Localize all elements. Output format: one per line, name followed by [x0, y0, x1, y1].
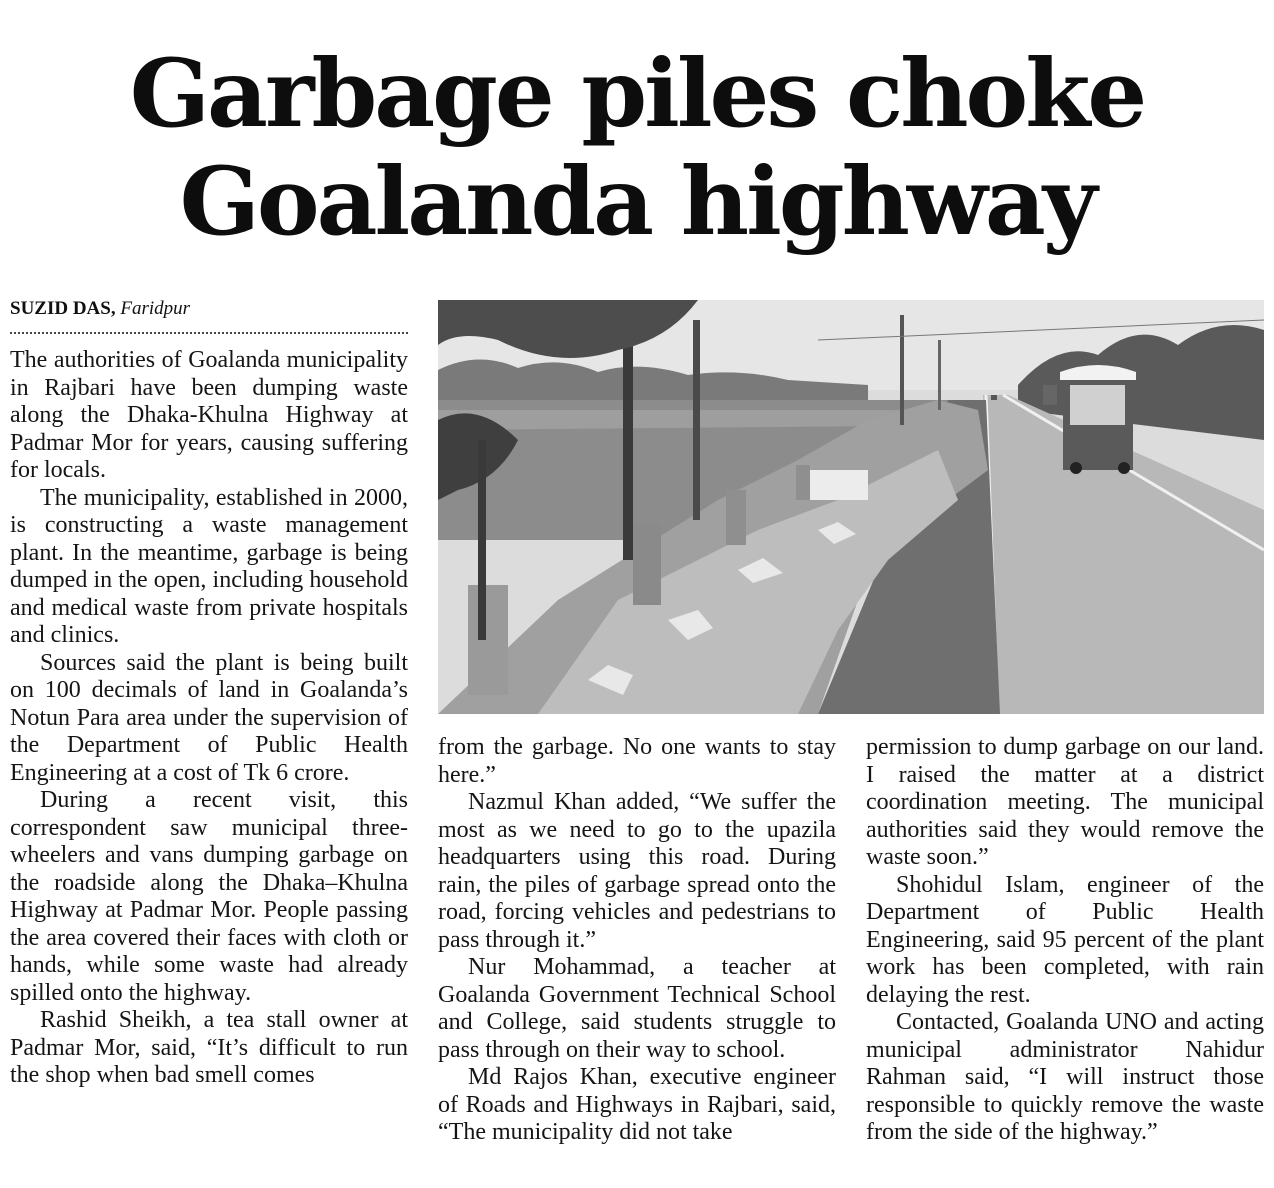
paragraph: Rashid Sheikh, a tea stall owner at Padmar Mor, said, “It’s difficult to run the shop when bad smell comes [10, 1007, 408, 1088]
paragraph: Shohidul Islam, engineer of the Department of Public Health Engineering, said 95 percent of the plant work has been completed, with rain delaying the rest. [866, 871, 1264, 1008]
article-column-1 [10, 347, 408, 1090]
paragraph: permission to dump garbage on our land. I raised the matter at a district coordination meeting. The municipal authorities said they would remove the waste soon.” [866, 734, 1264, 870]
paragraph: The authorities of Goalanda municipality in Rajbari have been dumping waste along the Dhaka-Khulna Highway at Padmar Mor for years, causing suffering for locals. [10, 347, 408, 483]
byline-location: Faridpur [120, 298, 191, 319]
paragraph: Sources said the plant is being built on 100 decimals of land in Goalanda’s Notun Para area under the supervision of the Department of Public Health Engineering at a cost of Tk 6 crore. [10, 649, 408, 786]
article-column-2 [438, 734, 836, 1147]
byline-author: SUZID DAS, [10, 298, 116, 319]
byline [10, 298, 408, 320]
headline-line-2: Goalanda highway [179, 147, 1095, 257]
byline-divider [10, 332, 408, 334]
paragraph: The municipality, established in 2000, is constructing a waste management plant. In the meantime, garbage is being dumped in the open, including household and medical waste from private hospitals and clinics. [10, 484, 408, 648]
paragraph: from the garbage. No one wants to stay here.” [438, 734, 836, 788]
photo-illustration [438, 300, 1264, 714]
headline [0, 40, 1274, 256]
paragraph: Md Rajos Khan, executive engineer of Roads and Highways in Rajbari, said, “The municipality did not take [438, 1064, 836, 1145]
headline-line-1: Garbage piles choke [129, 39, 1145, 149]
paragraph: Nur Mohammad, a teacher at Goalanda Government Technical School and College, said students struggle to pass through on their way to school. [438, 954, 836, 1063]
paragraph: During a recent visit, this correspondent saw municipal three-wheelers and vans dumping garbage on the roadside along the Dhaka–Khulna Highway at Padmar Mor. People passing the area covered their faces with cloth or hands, while some waste had already spilled onto the highway. [10, 787, 408, 1006]
garbage-roadside-photo [438, 300, 1264, 714]
paragraph: Nazmul Khan added, “We suffer the most as we need to go to the upazila headquarters using this road. During rain, the piles of garbage spread onto the road, forcing vehicles and pedestrians to pass through it.” [438, 789, 836, 953]
paragraph: Contacted, Goalanda UNO and acting municipal administrator Nahidur Rahman said, “I will instruct those responsible to quickly remove the waste from the side of the highway.” [866, 1009, 1264, 1145]
article-column-3 [866, 734, 1264, 1147]
